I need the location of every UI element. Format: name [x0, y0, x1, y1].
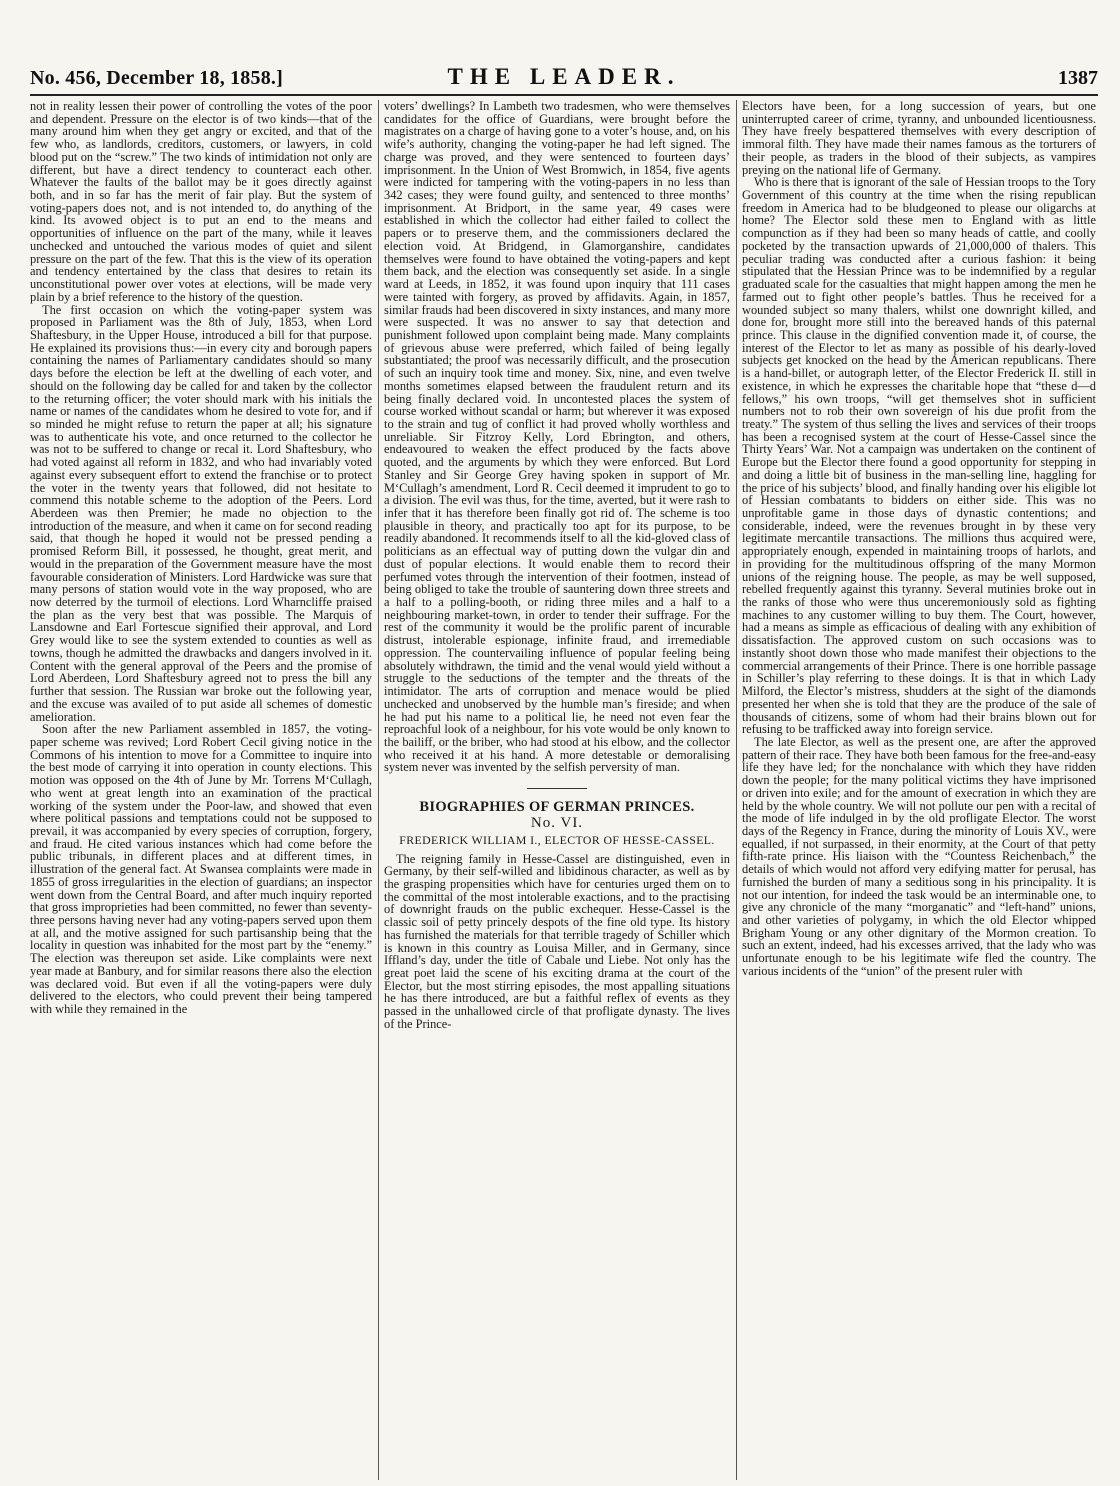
column-1	[30, 100, 372, 1480]
section-number: No. VI.	[530, 814, 584, 831]
section-separator	[527, 788, 587, 789]
newspaper-title: THE LEADER.	[447, 64, 681, 89]
column-2	[384, 100, 730, 1480]
masthead-rule	[30, 94, 1098, 96]
column-divider-1	[378, 100, 379, 1480]
column-divider-2	[736, 100, 737, 1480]
col1-paragraph-1: not in reality lessen their power of controlling the votes of the poor and dependent. Pressure on the elector is of two kinds—that of the many around him when they get angry or excited, and that of the few who, as landlords, creditors, customers, or lawyers, in cold blood put on the “screw.” The two kinds of intimidation not only are different, but have a direct tendency to counteract each other. Whatever the faults of the ballot may be it goes directly against both, and in so far has the merit of fair play. But the system of voting-papers does not, and is not intended to, do anything of the kind. Its avowed object is to put an end to the means and opportunities of influence on the part of the many, while it leaves unchecked and untouched the various modes of quiet and silent pressure on the part of the few. That this is the view of its operation and tendency entertained by the class that desires to retain its unconstitutional power over votes at elections, will be made very plain by a brief reference to the history of the question.	[30, 100, 372, 304]
col1-paragraph-2: The first occasion on which the voting-paper system was proposed in Parliament was the 8th of July, 1853, when Lord Shaftesbury, in the Upper House, introduced a bill for that purpose. He explained its provisions thus:—in every city and borough papers containing the names of Parliamentary candidates should so many days before the election be left at the dwelling of each voter, and should on the following day be called for and taken by the collector to the returning officer; the voter should mark with his initials the name or names of the candidates whom he desired to vote for, and if so minded he might refuse to return the paper at all; his signature was to authenticate his vote, and once returned to the collector he was not to be suffered to change or recal it. Lord Shaftesbury, who had voted against all reform in 1832, and who had invariably voted against every subsequent effort to extend the franchise or to protect the voter in the twenty years that followed, did not hesitate to commend this notable scheme to the adoption of the Peers. Lord Aberdeen was then Premier; he made no objection to the introduction of the measure, and when it came on for second reading said, that though he hoped it would not be pressed pending a promised Reform Bill, it possessed, he thought, great merit, and would in the preparation of the Government measure have the most favourable consideration of Ministers. Lord Hardwicke was sure that many persons of station would vote in the way proposed, who are now deterred by the turmoil of elections. Lord Wharncliffe praised the plan as the very best that was possible. The Marquis of Lansdowne and Earl Fortescue signified their approval, and Lord Grey would like to see the system extended to counties as well as towns, though he admitted the drawbacks and dangers involved in it. Content with the general approval of the Peers and the promise of Lord Aberdeen, Lord Shaftesbury agreed not to press the bill any further that session. The Russian war broke out the following year, and the excuse was availed of to put aside all schemes of domestic amelioration.	[30, 302, 372, 724]
col3-paragraph-1: Electors have been, for a long succession of years, but one uninterrupted career of crime, tyranny, and unbounded licentiousness. They have freely bespattered themselves with every description of immoral filth. They have made their names famous as the torturers of their people, as traders in the blood of their subjects, as vampires preying on the national life of Germany.	[742, 100, 1096, 177]
page-number: 1387	[1058, 67, 1098, 89]
issue-date: No. 456, December 18, 1858.]	[30, 67, 283, 89]
section-subtitle: FREDERICK WILLIAM I., ELECTOR OF HESSE-CASSEL.	[399, 832, 715, 847]
col3-paragraph-2: Who is there that is ignorant of the sale of Hessian troops to the Tory Government of this country at the time when the rising republican freedom in America had to be bludgeoned to please our oligarchs at home? The Elector sold these men to England with as little compunction as if they had been so many heads of cattle, and coolly pocketed by the transaction upwards of 21,000,000 of thalers. This peculiar trading was conducted after a curious fashion: it being stipulated that the Hessian Prince was to be indemnified by a regular graduated scale for the casualties that might happen among the men he farmed out to fight other people’s battles. Thus he received for a wounded subject so many thalers, whilst one downright killed, and done for, brought more still into the bereaved hands of this paternal prince. This clause in the dignified convention made it, of course, the interest of the Elector to let as many as possible of his dearly-loved subjects get knocked on the head by the American republicans. There is a hand-billet, or autograph letter, of the Elector Frederick II. still in existence, in which he expresses the charitable hope that “these d—d fellows,” his own troops, “will get themselves shot in sufficient numbers not to rob their own sovereign of his due profit from the treaty.” The system of thus selling the lives and services of their troops has been a recognised system at the court of Hesse-Cassel since the Thirty Years’ War. Not a campaign was undertaken on the continent of Europe but the Elector there found a good opportunity for stepping in and doing a little bit of business in the man-selling line, haggling for the price of his subjects’ blood, and finally handing over his eligible lot of Hessian combatants to bidders on either side. This was no unprofitable game in those days of dynastic contentions; and considerable, indeed, were the revenues brought in by these very legitimate mercantile transactions. The millions thus acquired were, appropriately enough, expended in maintaining troops of harlots, and in providing for the multitudinous offspring of the many Mormon unions of the reigning house. The people, as may be well supposed, rebelled frequently against this tyranny. Several mutinies broke out in the ranks of those who were thus unceremoniously sold as fighting machines to any customer willing to buy them. The Court, however, had a means as simple as efficacious of dealing with any exhibition of dissatisfaction. The approved custom on such occasions was to instantly shoot down those who made manifest their objections to the commercial arrangements of their Prince. There is one horrible passage in Schiller’s play referring to these doings. It is that in which Lady Milford, the Elector’s mistress, shudders at the sight of the diamonds presented her when she is told that they are the produce of the sale of thousands of citizens, some of whom had their brains blown out for refusing to be trafficked away into foreign service.	[742, 175, 1096, 737]
masthead	[30, 58, 1098, 96]
col2-paragraph-2: The reigning family in Hesse-Cassel are distinguished, even in Germany, by their self-willed and libidinous character, as well as by the grasping propensities which have for centuries urged them on to the committal of the most intolerable exactions, and to the practising of downright frauds on the public exchequer. Hesse-Cassel is the classic soil of petty princely despots of the fine old type. Its history has furnished the materials for that terrible tragedy of Schiller which is known in this country as Louisa Miller, and in Germany, since Iffland’s day, under the title of Cabale und Liebe. Not only has the great poet laid the scene of his exciting drama at the court of the Elector, but the most stirring episodes, the most appalling situations he has there introduced, are but a faithful reflex of events as they passed in the unhallowed circle of that profligate dynasty. The lives of the Prince-	[384, 851, 730, 1031]
column-3	[742, 100, 1096, 1480]
col1-paragraph-3: Soon after the new Parliament assembled in 1857, the voting-paper scheme was revived; Lord Robert Cecil giving notice in the Commons of his intention to move for a Committee to inquire into the best mode of carrying it into operation in county elections. This motion was opposed on the 4th of June by Mr. Torrens M‘Cullagh, who went at great length into an examination of the practical working of the system under the Poor-law, and showed that even where political passions and temptations could not be supposed to prevail, it was accompanied by every species of corruption, forgery, and fraud. He cited various instances which had come before the public tribunals, in different places and at different times, in illustration of the general fact. At Swansea complaints were made in 1855 of gross irregularities in the election of guardians; an inspector went down from the Central Board, and after much inquiry reported that gross improprieties had been committed, no fewer than seventy-three persons having never had any voting-papers served upon them at all, and the motive assigned for such partisanship being that the locality in question was inhabited for the most part by the “enemy.” The election was thereupon set aside. Like complaints were next year made at Banbury, and for similar reasons there also the election was declared void. But even if all the voting-papers were duly delivered to the electors, who could prevent their being tampered with while they remained in the	[30, 722, 372, 1017]
col2-paragraph-1: voters’ dwellings? In Lambeth two tradesmen, who were themselves candidates for the office of Guardians, were brought before the magistrates on a charge of having gone to a voter’s house, and, on his wife’s authority, changing the voting-paper he had left signed. The charge was proved, and they were sentenced to fourteen days’ imprisonment. In the Union of West Bromwich, in 1854, five agents were indicted for tampering with the voting-papers in no less than 342 cases; they were found guilty, and sentenced to three months’ imprisonment. At Bridport, in the same year, 49 cases were established in which the collector had either failed to collect the papers or to preserve them, and the commissioners declared the election void. At Bridgend, in Glamorganshire, candidates themselves were found to have obtained the voting-papers and kept them back, and the election was consequently set aside. In a single ward at Leeds, in 1852, it was found upon inquiry that 111 cases were tainted with forgery, as proved by affidavits. Again, in 1857, similar frauds had been discovered in sixty instances, and many more were suspected. It was no answer to say that detection and punishment followed upon complaint being made. Many complaints of grievous abuse were preferred, which failed of being legally substantiated; the proof was necessarily difficult, and the prosecution of such an inquiry took time and money. Six, nine, and even twelve months sometimes elapsed between the fraudulent return and its being finally declared void. In uncontested places the system of course worked without scandal or harm; but wherever it was exposed to the strain and tug of conflict it had proved wholly worthless and unreliable. Sir Fitzroy Kelly, Lord Ebrington, and others, endeavoured to weaken the effect produced by the facts above quoted, and the arguments by which they were enforced. But Lord Stanley and Sir George Grey having spoken in support of Mr. M‘Cullagh’s amendment, Lord R. Cecil deemed it imprudent to go to a division. The evil was thus, for the time, averted, but it were rash to infer that it has therefore been finally got rid of. The scheme is too plausible in theory, and practically too apt for its purpose, to be readily abandoned. It recommends itself to all the kid-gloved class of politicians as an effectual way of putting down the vulgar din and dust of popular elections. It would enable them to record their perfumed votes through the intervention of their footmen, instead of being obliged to take the trouble of sauntering down three streets and a half to a polling-booth, or riding three miles and a half to a neighbouring market-town, in order to tender their suffrage. For the rest of the community it would be the prolific parent of incurable distrust, intolerable espionage, infinite fraud, and irremediable oppression. The countervailing influence of popular feeling being absolutely withdrawn, the timid and the venal would yield without a struggle to the seductions of the tempter and the threats of the intimidator. The arts of corruption and menace would be plied unchecked and unobserved by the humble man’s fireside; and when he had put his name to a political lie, he need not even fear the reproachful look of a neighbour, for his vote would be only known to the bailiff, or the briber, who had stood at his elbow, and the collector who received it at his hand. A more detestable or demoralising system never was invented by the selfish perversity of man.	[384, 100, 730, 775]
article-columns	[30, 100, 1098, 1480]
col3-paragraph-3: The late Elector, as well as the present one, are after the approved pattern of their race. They have both been famous for the free-and-easy life they have led; for the nonchalance with which they have ridden down the people; for the many political victims they have imprisoned or driven into exile; and for the amount of execration in which they are held by the whole country. We will not pollute our pen with a recital of the mode of life indulged in by the old profligate Elector. The worst days of the Regency in France, during the minority of Louis XV., were equalled, if not surpassed, in their enormity, at the Court of that petty fifth-rate prince. His liaison with the “Countess Reichenbach,” the details of which would not afford very edifying matter for perusal, has furnished the burden of many a seditious song in his principality. It is not our intention, for indeed the task would be an interminable one, to give any chronicle of the many “morganatic” and “left-hand” unions, and other varieties of polygamy, in which the old Elector whipped Brigham Young or any other dignitary of the Mormon creation. To such an extent, indeed, had his excesses arrived, that the lady who was unfortunate enough to be his legitimate wife fled the country. The various incidents of the “union” of the present ruler with	[742, 734, 1096, 978]
section-title: BIOGRAPHIES OF GERMAN PRINCES.	[419, 799, 695, 816]
